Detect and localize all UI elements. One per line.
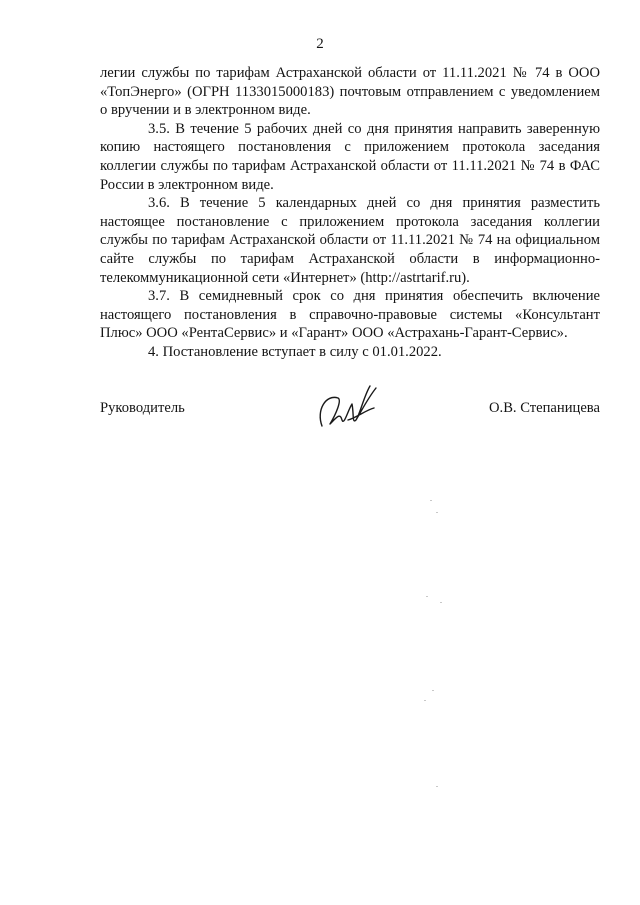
paragraph-item-3-6: 3.6. В течение 5 календарных дней со дня принятия разместить настоящее постановление с приложением протокола заседания коллегии службы по тарифам Астраханской области от 11.11.2021 № 74 на официальном сайте службы по тарифам Астраханской области в информационно-телекоммуникационной сети «Интернет» (http://astrtarif.ru). — [100, 195, 600, 286]
paragraph-continuation: легии службы по тарифам Астраханской области от 11.11.2021 № 74 в ООО «ТопЭнерго» (ОГРН 1133015000183) почтовым отправлением с уведомлением о вручении и в электронном виде. — [100, 65, 600, 119]
scan-speck — [436, 512, 438, 513]
paragraph-item-3-7: 3.7. В семидневный срок со дня принятия обеспечить включение настоящего постановления в справочно-правовые системы «Консультант Плюс» ООО «РентаСервис» и «Гарант» ООО «Астрахань-Гарант-Сервис». — [100, 288, 600, 342]
signer-name: О.В. Степаницева — [489, 400, 600, 416]
handwritten-signature — [312, 380, 384, 436]
paragraph-item-3-5: 3.5. В течение 5 рабочих дней со дня принятия направить заверенную копию настоящего постановления с приложением протокола заседания коллегии службы по тарифам Астраханской области от 11.11.2021 № 74 в ФАС России в электронном виде. — [100, 120, 600, 193]
document-body — [100, 64, 600, 362]
scan-speck — [436, 786, 438, 787]
scan-speck — [430, 500, 432, 501]
scan-speck — [424, 700, 426, 701]
page-number: 2 — [316, 36, 324, 52]
signature-block — [100, 396, 600, 436]
scan-speck — [426, 596, 428, 597]
paragraph-item-4: 4. Постановление вступает в силу с 01.01.2022. — [148, 343, 442, 360]
scan-speck — [440, 602, 442, 603]
scan-speck — [432, 690, 434, 691]
signer-position-title: Руководитель — [100, 400, 185, 416]
